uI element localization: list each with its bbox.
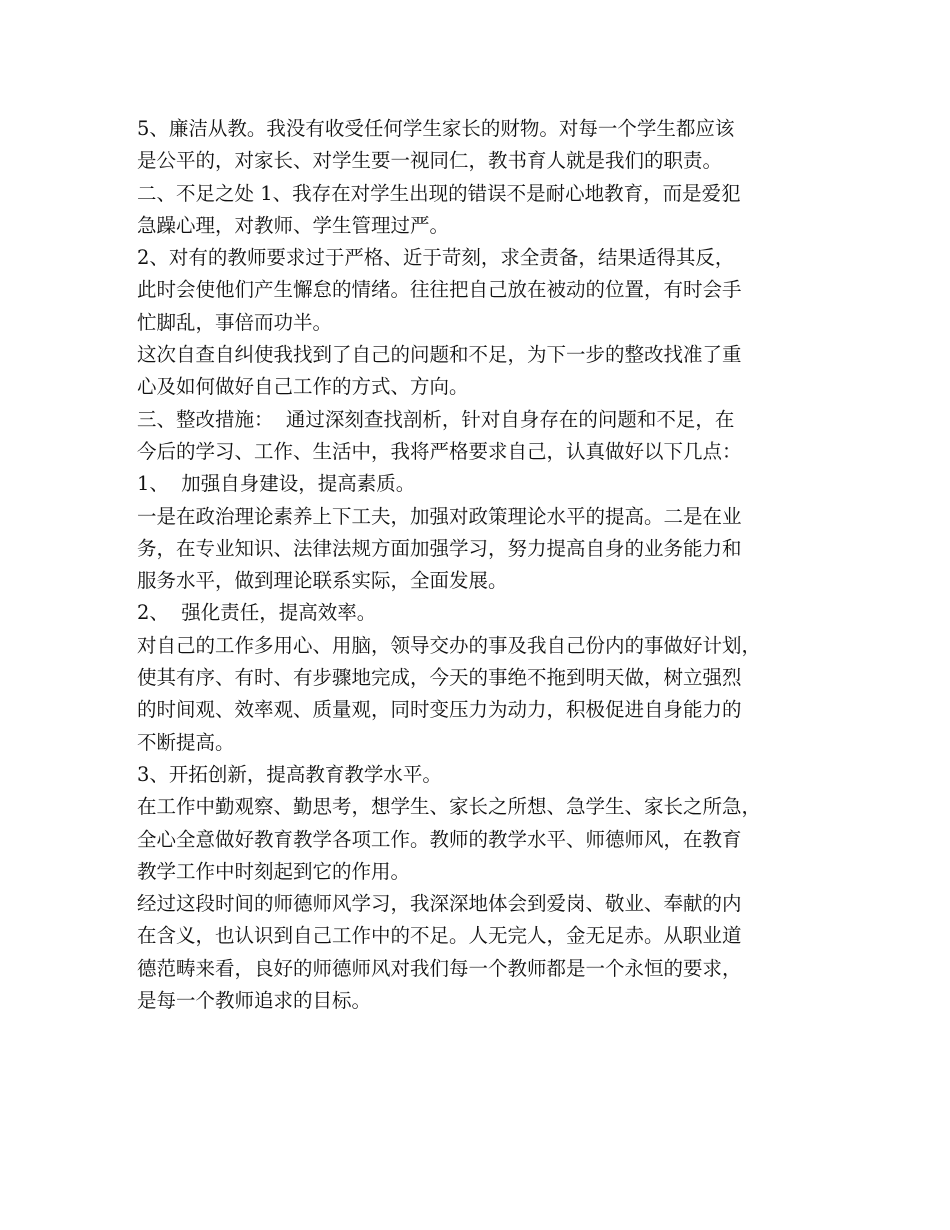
text-line: 教学工作中时刻起到它的作用。 [137,859,411,883]
paragraph-shortcomings-1 [137,178,837,243]
paragraph-measure-2-title [137,597,837,629]
text-line: 三、整改措施： 通过深刻查找剖析，针对自身存在的问题和不足，在 [137,407,735,431]
text-line: 服务水平，做到理论联系实际，全面发展。 [137,569,508,593]
paragraph-conclusion [137,888,837,1017]
text-line: 急躁心理，对教师、学生管理过严。 [137,213,450,237]
paragraph-measure-3-title [137,759,837,791]
text-line: 心及如何做好自己工作的方式、方向。 [137,375,469,399]
text-line: 不断提高。 [137,730,235,754]
paragraph-self-check [137,339,837,404]
text-line: 3、开拓创新，提高教育教学水平。 [137,762,442,786]
text-line: 1、 加强自身建设，提高素质。 [137,472,416,496]
paragraph-measure-3-body [137,791,837,888]
text-line: 经过这段时间的师德师风学习，我深深地体会到爱岗、敬业、奉献的内 [137,892,742,916]
text-line: 在含义，也认识到自己工作中的不足。人无完人，金无足赤。从职业道 [137,924,742,948]
text-line: 是每一个教师追求的目标。 [137,989,372,1013]
text-line: 务，在专业知识、法律法规方面加强学习，努力提高自身的业务能力和 [137,536,742,560]
document-body [137,113,837,1017]
text-line: 这次自查自纠使我找到了自己的问题和不足，为下一步的整改找准了重 [137,343,742,367]
paragraph-integrity [137,113,837,178]
text-line: 德范畴来看，良好的师德师风对我们每一个教师都是一个永恒的要求， [137,956,742,980]
text-line: 5、廉洁从教。我没有收受任何学生家长的财物。对每一个学生都应该 [137,117,735,140]
text-line: 2、 强化责任，提高效率。 [137,601,377,625]
text-line: 使其有序、有时、有步骤地完成，今天的事绝不拖到明天做，树立强烈 [137,666,742,690]
paragraph-shortcomings-2 [137,242,837,339]
text-line: 在工作中勤观察、勤思考，想学生、家长之所想、急学生、家长之所急， [137,795,762,819]
text-line: 对自己的工作多用心、用脑，领导交办的事及我自己份内的事做好计划， [137,633,762,657]
text-line: 的时间观、效率观、质量观，同时变压力为动力，积极促进自身能力的 [137,698,742,722]
text-line: 全心全意做好教育教学各项工作。教师的教学水平、师德师风，在教育 [137,827,742,851]
text-line: 一是在政治理论素养上下工夫，加强对政策理论水平的提高。二是在业 [137,504,742,528]
text-line: 此时会使他们产生懈怠的情绪。往往把自己放在被动的位置，有时会手 [137,278,742,302]
text-line: 今后的学习、工作、生活中，我将严格要求自己，认真做好以下几点： [137,439,742,463]
text-line: 忙脚乱，事倍而功半。 [137,310,333,334]
paragraph-measure-1-body [137,501,837,598]
text-line: 二、不足之处 1、我存在对学生出现的错误不是耐心地教育，而是爱犯 [137,181,741,205]
text-line: 2、对有的教师要求过于严格、近于苛刻，求全责备，结果适得其反， [137,246,735,270]
paragraph-measure-2-body [137,630,837,759]
paragraph-measure-1-title [137,468,837,500]
paragraph-measures-heading [137,404,837,469]
text-line: 是公平的，对家长、对学生要一视同仁，教书育人就是我们的职责。 [137,149,723,173]
